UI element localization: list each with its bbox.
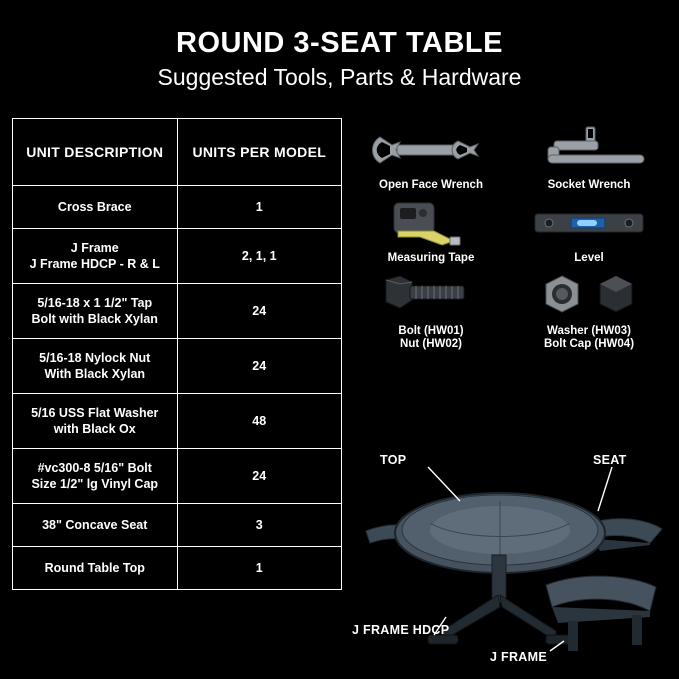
cell-units-per-model: 1 bbox=[177, 547, 342, 590]
cell-units-per-model: 48 bbox=[177, 394, 342, 449]
cell-unit-description: 5/16-18 Nylock Nut With Black Xylan bbox=[13, 339, 178, 394]
tool-label: Bolt (HW01) Nut (HW02) bbox=[398, 324, 464, 351]
cell-units-per-model: 24 bbox=[177, 449, 342, 504]
tool-label: Measuring Tape bbox=[387, 251, 475, 264]
tool-label: Level bbox=[574, 251, 604, 264]
table-row bbox=[13, 229, 342, 284]
cell-unit-description: 5/16-18 x 1 1/2" Tap Bolt with Black Xylan bbox=[13, 284, 178, 339]
tool-label: Open Face Wrench bbox=[379, 179, 483, 191]
table-row bbox=[13, 547, 342, 590]
tool-item-bolt-nut bbox=[352, 270, 510, 355]
product-illustration bbox=[350, 445, 676, 673]
tool-item-open-face-wrench bbox=[352, 124, 510, 195]
title-block bbox=[0, 28, 679, 91]
table-row bbox=[13, 186, 342, 229]
cell-unit-description: Round Table Top bbox=[13, 547, 178, 590]
socket-wrench-icon bbox=[510, 124, 668, 176]
tool-label: Washer (HW03) Bolt Cap (HW04) bbox=[543, 324, 635, 351]
spec-table bbox=[12, 118, 342, 590]
cell-unit-description: #vc300-8 5/16" Bolt Size 1/2" lg Vinyl Cap bbox=[13, 449, 178, 504]
table-row bbox=[13, 284, 342, 339]
cell-units-per-model: 1 bbox=[177, 186, 342, 229]
callout-top: TOP bbox=[380, 453, 407, 467]
cell-units-per-model: 2, 1, 1 bbox=[177, 229, 342, 284]
table-row bbox=[13, 504, 342, 547]
tool-item-socket-wrench bbox=[510, 124, 668, 195]
tools-grid bbox=[352, 124, 668, 354]
open-face-wrench-icon bbox=[352, 124, 510, 176]
tool-item-measuring-tape bbox=[352, 197, 510, 268]
cell-units-per-model: 24 bbox=[177, 284, 342, 339]
page-subtitle: Suggested Tools, Parts & Hardware bbox=[157, 63, 522, 90]
column-header-units-per-model: UNITS PER MODEL bbox=[177, 119, 342, 186]
washer-bolt-cap-icon bbox=[510, 270, 668, 322]
tool-item-level bbox=[510, 197, 668, 268]
tool-item-washer-bolt-cap bbox=[510, 270, 668, 355]
callout-j-frame-hdcp: J FRAME HDCP bbox=[352, 623, 450, 637]
cell-units-per-model: 24 bbox=[177, 339, 342, 394]
table-row bbox=[13, 449, 342, 504]
tool-label: Socket Wrench bbox=[547, 179, 631, 191]
cell-units-per-model: 3 bbox=[177, 504, 342, 547]
column-header-unit-description: UNIT DESCRIPTION bbox=[13, 119, 178, 186]
cell-unit-description: 38" Concave Seat bbox=[13, 504, 178, 547]
measuring-tape-icon bbox=[352, 197, 510, 249]
cell-unit-description: J Frame J Frame HDCP - R & L bbox=[13, 229, 178, 284]
round-table-drawing bbox=[350, 445, 676, 673]
callout-seat: SEAT bbox=[593, 453, 627, 467]
level-icon bbox=[510, 197, 668, 249]
spec-table-container bbox=[12, 118, 342, 590]
page-title: ROUND 3-SEAT TABLE bbox=[176, 27, 503, 59]
table-row bbox=[13, 339, 342, 394]
cell-unit-description: Cross Brace bbox=[13, 186, 178, 229]
cell-unit-description: 5/16 USS Flat Washer with Black Ox bbox=[13, 394, 178, 449]
callout-j-frame: J FRAME bbox=[490, 650, 547, 664]
table-row bbox=[13, 394, 342, 449]
bolt-nut-icon bbox=[352, 270, 510, 322]
table-header-row bbox=[13, 119, 342, 186]
tools-parts-panel bbox=[352, 124, 668, 354]
